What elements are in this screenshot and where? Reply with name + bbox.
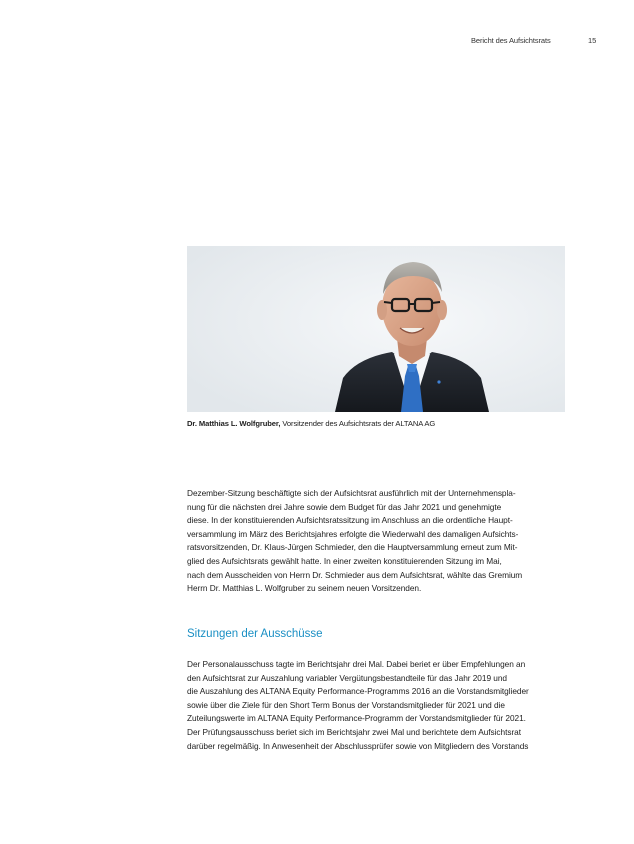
body-paragraph-1 — [187, 487, 577, 596]
text-line: Der Personalausschuss tagte im Berichtsjahr drei Mal. Dabei beriet er über Empfehlungen an — [187, 659, 526, 669]
text-line: den Aufsichtsrat zur Auszahlung variabler Vergütungsbestandteile für das Jahr 2019 und — [187, 672, 507, 683]
text-line: nach dem Ausscheiden von Herrn Dr. Schmieder aus dem Aufsichtsrat, wählte das Gremium — [187, 569, 523, 580]
running-header-title: Bericht des Aufsichtsrats — [471, 36, 551, 45]
text-line: glied des Aufsichtsrats gewählt hatte. In einer zweiten konstituierenden Sitzung im Mai, — [187, 555, 502, 566]
text-line: versammlung im März des Berichtsjahres erfolgte die Wiederwahl des damaligen Aufsichts- — [187, 528, 519, 539]
text-line: diese. In der konstituierenden Aufsichtsratssitzung im Anschluss an die ordentliche Haupt- — [187, 515, 513, 526]
caption-role: Vorsitzender des Aufsichtsrats der ALTANA AG — [280, 419, 436, 428]
text-line: Der Prüfungsausschuss beriet sich im Berichtsjahr zwei Mal und berichtete dem Aufsichtsrat — [187, 726, 521, 737]
text-line: Zuteilungswerte im ALTANA Equity Performance-Programm der Vorstandsmitglieder für 2021. — [187, 713, 526, 724]
body-paragraph-2 — [187, 658, 577, 753]
text-line: ratsvorsitzenden, Dr. Klaus-Jürgen Schmieder, den die Hauptversammlung erneut zum Mit- — [187, 542, 518, 553]
photo-caption — [187, 419, 587, 428]
text-line: Dezember-Sitzung beschäftigte sich der Aufsichtsrat ausführlich mit der Unternehmenspla- — [187, 488, 516, 498]
text-line: nung für die nächsten drei Jahre sowie dem Budget für das Jahr 2021 und genehmigte — [187, 501, 502, 512]
section-heading: Sitzungen der Ausschüsse — [187, 628, 323, 640]
text-line: sowie über die Ziele für den Short Term Bonus der Vorstandsmitglieder für 2021 und die — [187, 699, 505, 710]
portrait-photo — [187, 246, 565, 412]
caption-person-name: Dr. Matthias L. Wolfgruber, — [187, 419, 281, 428]
page-number: 15 — [588, 36, 597, 45]
text-line: Herrn Dr. Matthias L. Wolfgruber zu seinem neuen Vorsitzenden. — [187, 583, 422, 594]
text-line: darüber regelmäßig. In Anwesenheit der Abschlussprüfer sowie von Mitgliedern des Vorstands — [187, 740, 529, 751]
text-line: die Auszahlung des ALTANA Equity Performance-Programms 2016 an die Vorstandsmitglieder — [187, 686, 529, 697]
